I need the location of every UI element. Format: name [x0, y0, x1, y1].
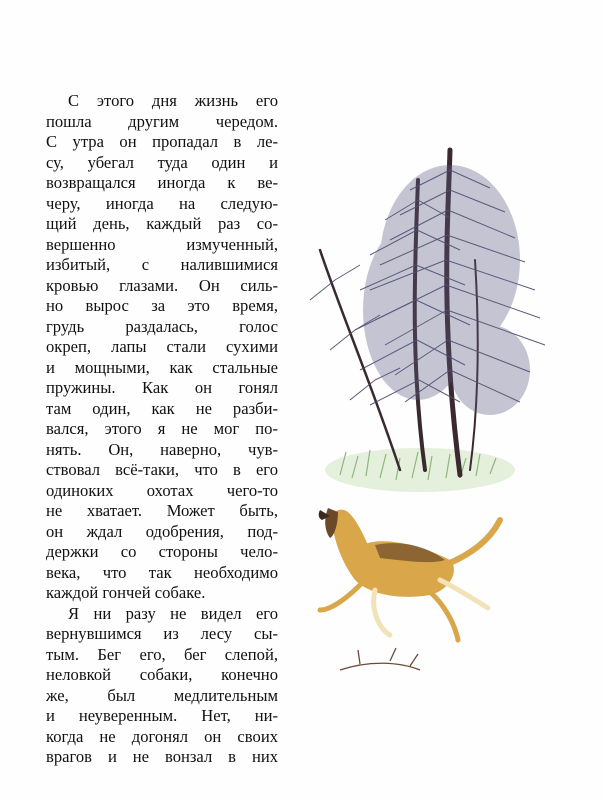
text-line: пошла другим чередом.: [46, 111, 278, 131]
paragraph-1: [46, 91, 278, 604]
text-line: вершенно измученный,: [46, 234, 278, 254]
text-line: ствовал всё-таки, что в его: [46, 460, 278, 479]
text-line: черу, иногда на следую-: [46, 193, 278, 213]
text-line: там один, как не разби-: [46, 398, 278, 418]
text-line: избитый, с налившимися: [46, 255, 278, 274]
text-line: не хватает. Может быть,: [46, 501, 278, 520]
text-line: возвращался иногда к ве-: [46, 173, 278, 192]
text-line: грудь раздалась, голос: [46, 316, 278, 336]
text-line: пружины. Как он гонял: [46, 378, 278, 397]
ground-twigs: [340, 648, 420, 670]
text-line: кровью глазами. Он силь-: [46, 275, 278, 295]
text-line: нять. Он, наверно, чув-: [46, 439, 278, 459]
text-line: и мощными, как стальные: [46, 357, 278, 377]
tree-foliage: [363, 165, 530, 415]
text-line: и неуверенным. Нет, ни-: [46, 706, 278, 725]
text-line: неловкой собаки, конечно: [46, 665, 278, 684]
text-line: щий день, каждый раз со-: [46, 214, 278, 233]
text-line: каждой гончей собаке.: [46, 583, 206, 602]
text-line: С этого дня жизнь его: [68, 91, 278, 110]
text-line: вался, этого я не мог по-: [46, 419, 278, 438]
text-line: С утра он пропадал в ле-: [46, 132, 278, 151]
hound-dog: [319, 508, 500, 640]
text-line: же, был медлительным: [46, 685, 278, 705]
story-text: [46, 91, 278, 768]
text-line: он ждал одобрения, под-: [46, 521, 278, 541]
paragraph-2: [46, 604, 278, 768]
text-line: врагов и не вонзал в них: [46, 747, 278, 766]
text-line: су, убегал туда один и: [46, 152, 278, 172]
text-line: держки со стороны чело-: [46, 542, 278, 561]
text-line: но вырос за это время,: [46, 296, 278, 315]
text-line: Я ни разу не видел его: [68, 603, 278, 623]
text-line: века, что так необходимо: [46, 562, 278, 582]
text-line: одиноких охотах чего-то: [46, 480, 278, 500]
grass-patch: [325, 448, 515, 492]
text-line: окреп, лапы стали сухими: [46, 337, 278, 356]
text-line: вернувшимся из лесу сы-: [46, 624, 278, 643]
larch-and-dog-illustration: [300, 140, 590, 700]
text-line: тым. Бег его, бег слепой,: [46, 644, 278, 664]
text-line: когда не догонял он своих: [46, 726, 278, 746]
